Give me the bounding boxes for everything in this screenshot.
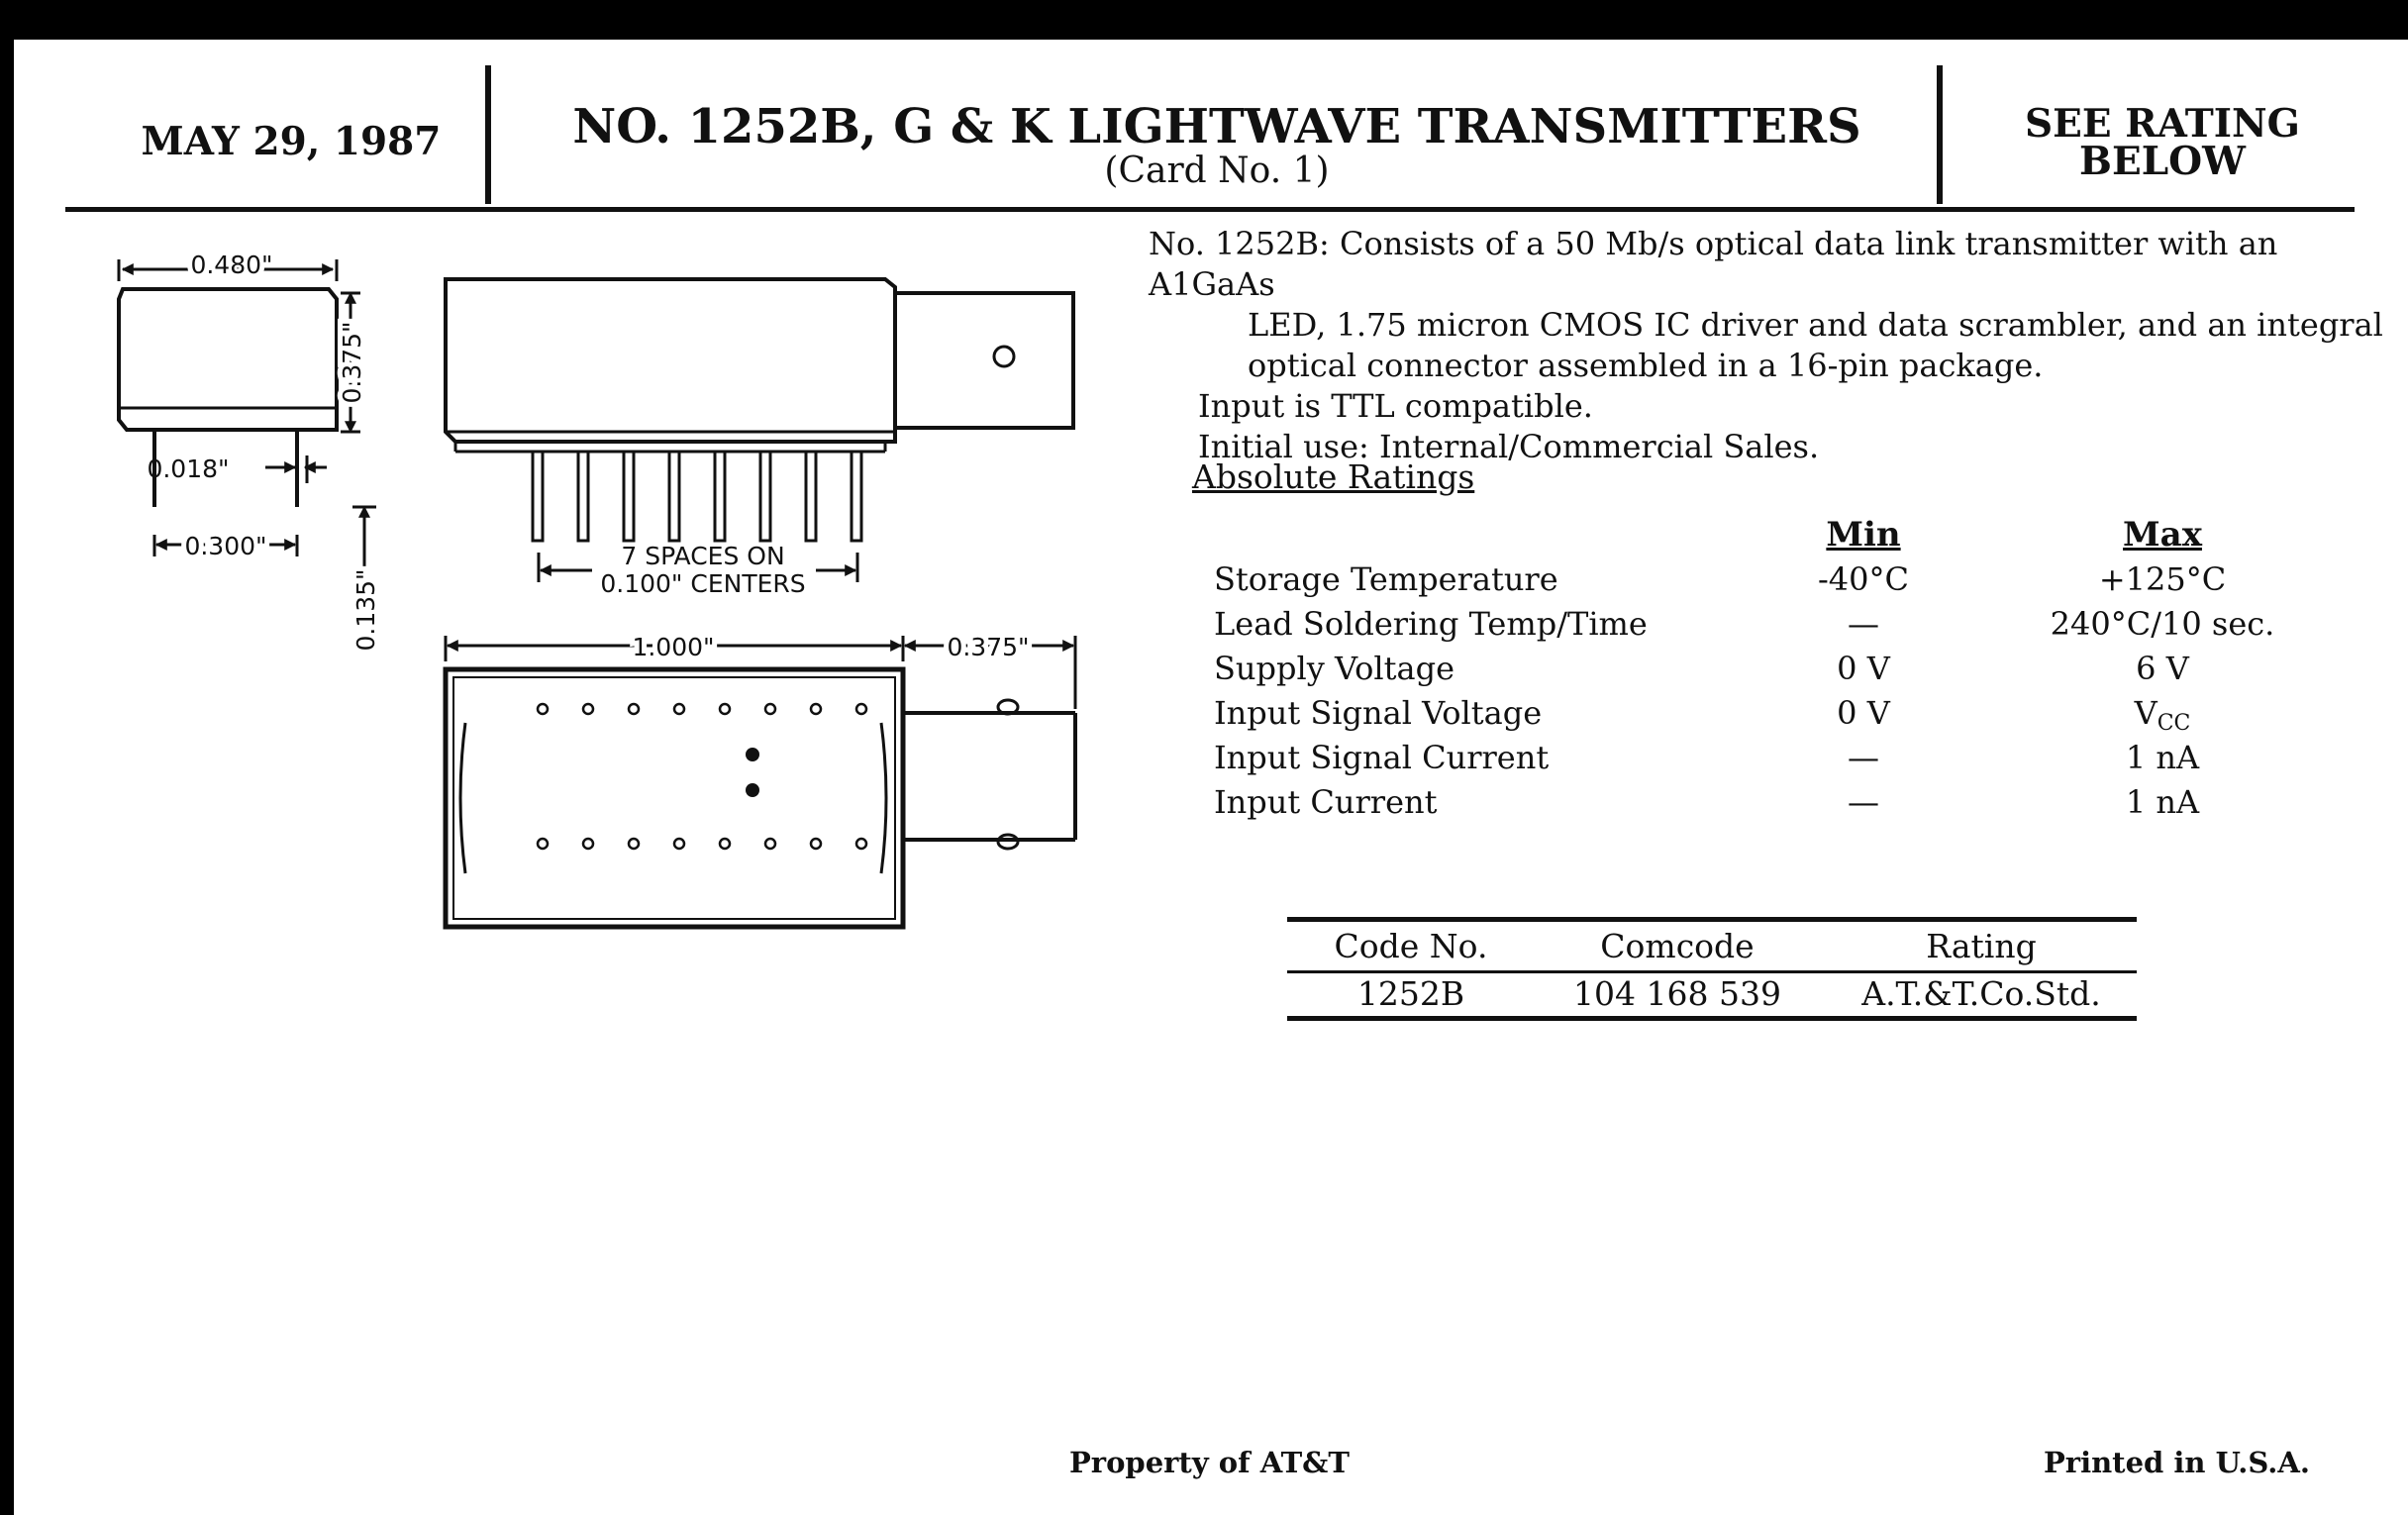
description-line3: optical connector assembled in a 16-pin package. — [1248, 347, 2044, 384]
rating-row — [1214, 694, 2402, 739]
dim-pin-spacing: 0.300" — [184, 532, 267, 560]
rating-max-subscript: CC — [2157, 711, 2191, 736]
rating-label: Input Signal Current — [1214, 739, 1550, 776]
rating-max: 6 V — [2136, 650, 2189, 687]
card-subtitle: (Card No. 1) — [1104, 151, 1330, 191]
description-line2: LED, 1.75 micron CMOS IC driver and data scrambler, and an integral — [1248, 306, 2383, 344]
code-table-header-rating: Rating — [1926, 927, 2037, 965]
description — [1149, 224, 2396, 467]
code-table-bottom-rule — [1287, 1016, 2137, 1021]
code-table-header-comcode: Comcode — [1600, 927, 1755, 965]
rating-max: 1 nA — [2125, 783, 2200, 821]
dim-length: 1.000" — [632, 633, 715, 661]
rating-label: Supply Voltage — [1214, 650, 1455, 687]
rating-max-v: V — [2134, 694, 2157, 732]
mechanical-drawings — [14, 40, 1143, 931]
rating-label: Lead Soldering Temp/Time — [1214, 605, 1648, 643]
rating-note-line1: SEE RATING — [2025, 101, 2300, 147]
rating-label: Input Signal Voltage — [1214, 694, 1543, 732]
footer-printed: Printed in U.S.A. — [2044, 1446, 2310, 1479]
code-table-cell-rating: A.T.&T.Co.Std. — [1861, 974, 2101, 1013]
side-view-drawing — [446, 279, 1073, 598]
top-view-pin-holes — [538, 704, 866, 849]
min-header: Min — [1826, 515, 1901, 555]
rating-max: 1 nA — [2125, 739, 2200, 776]
rating-row — [1214, 739, 2402, 783]
dim-pin-length: 0.135" — [351, 568, 380, 652]
card-date: MAY 29, 1987 — [141, 119, 442, 164]
rating-min: 0 V — [1837, 694, 1890, 732]
description-line1: No. 1252B: Consists of a 50 Mb/s optical data link transmitter with an A1GaAs — [1149, 225, 2278, 303]
rating-row — [1214, 605, 2402, 650]
rating-row — [1214, 783, 2402, 828]
rating-min: — — [1848, 739, 1879, 776]
header-divider-right — [1937, 65, 1943, 204]
rating-min: — — [1848, 783, 1879, 821]
dim-pin-width: 0.018" — [147, 454, 230, 483]
rating-note-line2: BELOW — [2079, 139, 2246, 184]
card-title: NO. 1252B, G & K LIGHTWAVE TRANSMITTERS — [572, 99, 1861, 154]
rating-row — [1214, 560, 2402, 605]
datasheet-card — [14, 40, 2408, 1515]
dim-spaces-line2: 0.100" CENTERS — [600, 569, 806, 598]
dim-spaces-line1: 7 SPACES ON — [621, 542, 785, 570]
description-line4: Input is TTL compatible. — [1198, 387, 1593, 425]
rating-label: Input Current — [1214, 783, 1438, 821]
code-table-header-code: Code No. — [1334, 927, 1488, 965]
code-table-cell-comcode: 104 168 539 — [1573, 974, 1781, 1013]
rating-max: +125°C — [2098, 560, 2227, 598]
rating-min: -40°C — [1817, 560, 1909, 598]
rating-row — [1214, 650, 2402, 694]
side-view-pins — [533, 452, 861, 541]
end-view-drawing — [119, 251, 380, 652]
footer-property: Property of AT&T — [1069, 1446, 1350, 1479]
rating-max: 240°C/10 sec. — [2050, 605, 2275, 643]
ratings-title: Absolute Ratings — [1192, 457, 1475, 496]
dim-width: 0.480" — [190, 251, 273, 279]
top-view-drawing — [446, 633, 1075, 927]
max-header: Max — [2123, 515, 2202, 555]
dim-connector: 0.375" — [947, 633, 1030, 661]
rating-label: Storage Temperature — [1214, 560, 1558, 598]
dim-height: 0.375" — [338, 321, 366, 404]
rating-min: — — [1848, 605, 1879, 643]
rating-max — [2034, 694, 2291, 736]
code-table-mid-rule — [1287, 970, 2137, 973]
rating-min: 0 V — [1837, 650, 1890, 687]
code-table-top-rule — [1287, 917, 2137, 922]
description-line5: Initial use: Internal/Commercial Sales. — [1198, 428, 1820, 465]
code-table-cell-code: 1252B — [1356, 974, 1465, 1013]
rating-note — [1955, 101, 2370, 184]
